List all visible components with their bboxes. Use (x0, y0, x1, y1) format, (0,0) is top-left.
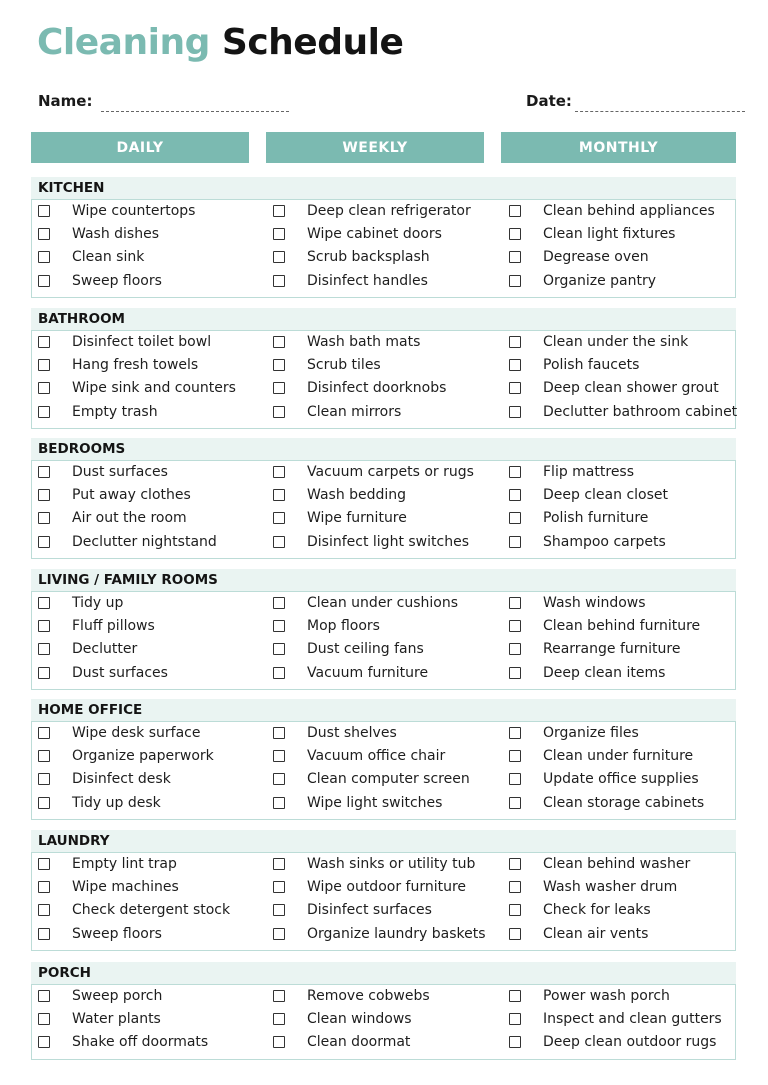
task-item[interactable] (38, 1009, 161, 1029)
task-checkbox[interactable] (509, 881, 521, 893)
task-item[interactable] (273, 616, 380, 636)
task-checkbox[interactable] (38, 750, 50, 762)
task-item[interactable] (509, 532, 666, 552)
task-item[interactable] (38, 378, 236, 398)
task-checkbox[interactable] (38, 797, 50, 809)
task-item[interactable] (38, 402, 158, 422)
task-checkbox[interactable] (509, 382, 521, 394)
task-label: Declutter (72, 641, 138, 658)
task-item[interactable] (273, 462, 474, 482)
task-checkbox[interactable] (38, 881, 50, 893)
task-label: Vacuum furniture (307, 664, 429, 681)
task-item[interactable] (273, 201, 471, 221)
task-checkbox[interactable] (38, 1013, 50, 1025)
task-label: Clean air vents (543, 925, 649, 942)
task-item[interactable] (509, 663, 666, 683)
task-label: Wash bath mats (307, 334, 421, 350)
task-item[interactable] (38, 723, 201, 743)
task-label: Disinfect light switches (307, 533, 469, 550)
task-checkbox[interactable] (509, 797, 521, 809)
task-item[interactable] (509, 986, 670, 1006)
title-accent: Cleaning (37, 22, 210, 63)
column-header-daily: DAILY (31, 132, 249, 163)
task-item[interactable] (273, 793, 443, 813)
task-label: Clean behind appliances (543, 203, 715, 219)
task-label: Wipe light switches (307, 794, 443, 811)
task-label: Sweep porch (72, 988, 163, 1004)
task-label: Shake off doormats (72, 1034, 209, 1051)
task-checkbox[interactable] (38, 990, 50, 1002)
task-item[interactable] (273, 1032, 411, 1052)
section-title: BEDROOMS (38, 441, 126, 457)
section-header-band (31, 830, 736, 852)
task-item[interactable] (273, 723, 397, 743)
task-item[interactable] (38, 663, 168, 683)
task-checkbox[interactable] (38, 251, 50, 263)
task-checkbox[interactable] (38, 904, 50, 916)
task-label: Empty trash (72, 403, 158, 420)
task-checkbox[interactable] (509, 359, 521, 371)
task-item[interactable] (38, 1032, 209, 1052)
task-item[interactable] (38, 224, 159, 244)
task-item[interactable] (509, 639, 681, 659)
task-checkbox[interactable] (273, 750, 285, 762)
task-item[interactable] (38, 332, 212, 352)
task-item[interactable] (509, 793, 705, 813)
task-label: Disinfect toilet bowl (72, 334, 212, 350)
column-header-monthly: MONTHLY (501, 132, 736, 163)
task-checkbox[interactable] (273, 643, 285, 655)
task-item[interactable] (509, 746, 694, 766)
task-item[interactable] (509, 224, 676, 244)
task-label: Organize laundry baskets (307, 925, 486, 942)
task-label: Sweep floors (72, 925, 162, 942)
task-checkbox[interactable] (509, 643, 521, 655)
task-item[interactable] (38, 532, 217, 552)
task-label: Clean behind washer (543, 856, 691, 872)
task-label: Empty lint trap (72, 856, 177, 872)
task-label: Clean under the sink (543, 334, 689, 350)
task-label: Deep clean closet (543, 487, 668, 504)
task-label: Sweep floors (72, 272, 162, 289)
task-item[interactable] (509, 877, 678, 897)
task-item[interactable] (38, 769, 171, 789)
task-label: Wipe desk surface (72, 725, 201, 741)
task-checkbox[interactable] (273, 797, 285, 809)
task-checkbox[interactable] (273, 773, 285, 785)
task-item[interactable] (273, 402, 402, 422)
task-label: Wipe outdoor furniture (307, 879, 467, 896)
task-label: Clean sink (72, 249, 145, 266)
task-item[interactable] (38, 639, 138, 659)
task-item[interactable] (509, 355, 640, 375)
task-item[interactable] (509, 924, 649, 944)
task-label: Clean storage cabinets (543, 794, 705, 811)
task-label: Clean under cushions (307, 595, 458, 611)
task-label: Disinfect handles (307, 272, 428, 289)
task-item[interactable] (273, 769, 470, 789)
task-label: Water plants (72, 1011, 161, 1028)
task-label: Wash bedding (307, 487, 407, 504)
task-item[interactable] (273, 593, 458, 613)
task-checkbox[interactable] (509, 667, 521, 679)
task-item[interactable] (509, 723, 639, 743)
task-label: Wipe sink and counters (72, 380, 236, 397)
name-field[interactable] (101, 111, 289, 112)
task-label: Organize files (543, 725, 639, 741)
task-label: Check for leaks (543, 902, 651, 919)
task-item[interactable] (509, 332, 689, 352)
task-label: Deep clean refrigerator (307, 203, 471, 219)
task-item[interactable] (273, 746, 446, 766)
task-checkbox[interactable] (509, 489, 521, 501)
task-checkbox[interactable] (38, 773, 50, 785)
task-label: Inspect and clean gutters (543, 1011, 722, 1028)
task-item[interactable] (38, 746, 214, 766)
task-checkbox[interactable] (273, 205, 285, 217)
task-checkbox[interactable] (509, 512, 521, 524)
task-checkbox[interactable] (273, 512, 285, 524)
task-label: Clean doormat (307, 1034, 411, 1051)
date-label: Date: (526, 92, 572, 110)
task-item[interactable] (273, 508, 407, 528)
task-item[interactable] (38, 854, 177, 874)
task-item[interactable] (509, 402, 738, 422)
task-checkbox[interactable] (509, 1036, 521, 1048)
task-checkbox[interactable] (509, 904, 521, 916)
task-checkbox[interactable] (509, 205, 521, 217)
task-checkbox[interactable] (273, 727, 285, 739)
task-item[interactable] (273, 1009, 412, 1029)
section-title: LIVING / FAMILY ROOMS (38, 572, 218, 588)
task-item[interactable] (509, 1032, 717, 1052)
task-label: Shampoo carpets (543, 533, 666, 550)
task-label: Wash dishes (72, 226, 159, 243)
task-label: Remove cobwebs (307, 988, 430, 1004)
task-checkbox[interactable] (273, 536, 285, 548)
task-label: Clean windows (307, 1011, 412, 1028)
task-checkbox[interactable] (509, 597, 521, 609)
task-item[interactable] (273, 986, 430, 1006)
task-checkbox[interactable] (273, 466, 285, 478)
task-item[interactable] (509, 593, 646, 613)
task-label: Degrease oven (543, 249, 649, 266)
task-label: Polish faucets (543, 357, 640, 374)
task-item[interactable] (38, 924, 162, 944)
task-item[interactable] (38, 793, 161, 813)
task-item[interactable] (509, 378, 719, 398)
task-item[interactable] (273, 332, 421, 352)
task-label: Disinfect desk (72, 771, 171, 788)
task-checkbox[interactable] (273, 990, 285, 1002)
task-item[interactable] (509, 201, 715, 221)
section-header-band (31, 962, 736, 984)
title-main: Schedule (221, 22, 404, 63)
task-checkbox[interactable] (273, 228, 285, 240)
task-label: Vacuum office chair (307, 748, 446, 765)
task-checkbox[interactable] (38, 1036, 50, 1048)
task-label: Deep clean shower grout (543, 380, 719, 397)
task-item[interactable] (273, 532, 469, 552)
task-checkbox[interactable] (38, 466, 50, 478)
task-label: Vacuum carpets or rugs (307, 464, 474, 480)
task-label: Tidy up desk (72, 794, 161, 811)
task-label: Wipe machines (72, 879, 179, 896)
task-checkbox[interactable] (38, 336, 50, 348)
task-checkbox[interactable] (509, 251, 521, 263)
task-label: Clean light fixtures (543, 226, 676, 243)
task-label: Update office supplies (543, 771, 699, 788)
section-header-band (31, 177, 736, 199)
task-item[interactable] (38, 616, 155, 636)
task-checkbox[interactable] (38, 489, 50, 501)
task-label: Dust ceiling fans (307, 641, 424, 658)
task-label: Disinfect surfaces (307, 902, 432, 919)
task-item[interactable] (509, 616, 701, 636)
task-checkbox[interactable] (273, 597, 285, 609)
task-label: Polish furniture (543, 510, 649, 527)
task-checkbox[interactable] (273, 667, 285, 679)
task-checkbox[interactable] (509, 990, 521, 1002)
task-checkbox[interactable] (273, 489, 285, 501)
task-checkbox[interactable] (509, 536, 521, 548)
section-header-band (31, 438, 736, 460)
task-item[interactable] (38, 462, 168, 482)
task-checkbox[interactable] (38, 275, 50, 287)
task-label: Dust surfaces (72, 664, 168, 681)
task-label: Deep clean outdoor rugs (543, 1034, 717, 1051)
task-checkbox[interactable] (38, 727, 50, 739)
task-checkbox[interactable] (509, 1013, 521, 1025)
task-item[interactable] (273, 663, 429, 683)
task-checkbox[interactable] (509, 750, 521, 762)
task-label: Wash windows (543, 595, 646, 611)
column-header-weekly: WEEKLY (266, 132, 484, 163)
task-item[interactable] (38, 201, 196, 221)
task-item[interactable] (273, 485, 407, 505)
task-checkbox[interactable] (273, 336, 285, 348)
task-label: Clean mirrors (307, 403, 402, 420)
task-checkbox[interactable] (38, 536, 50, 548)
task-label: Clean behind furniture (543, 618, 701, 635)
task-checkbox[interactable] (38, 597, 50, 609)
task-label: Air out the room (72, 510, 187, 527)
task-checkbox[interactable] (509, 773, 521, 785)
task-checkbox[interactable] (509, 336, 521, 348)
task-label: Dust shelves (307, 725, 397, 741)
task-label: Scrub tiles (307, 357, 381, 374)
task-checkbox[interactable] (273, 858, 285, 870)
task-checkbox[interactable] (38, 359, 50, 371)
task-item[interactable] (38, 900, 231, 920)
task-item[interactable] (509, 462, 635, 482)
section-title: PORCH (38, 965, 91, 981)
task-label: Clean under furniture (543, 748, 694, 765)
task-checkbox[interactable] (38, 406, 50, 418)
task-checkbox[interactable] (38, 205, 50, 217)
section-header-band (31, 308, 736, 330)
task-item[interactable] (273, 877, 467, 897)
task-checkbox[interactable] (38, 228, 50, 240)
task-checkbox[interactable] (273, 881, 285, 893)
task-label: Clean computer screen (307, 771, 470, 788)
page-title (37, 22, 403, 63)
task-label: Mop floors (307, 618, 380, 635)
task-checkbox[interactable] (273, 275, 285, 287)
task-item[interactable] (273, 900, 432, 920)
task-label: Declutter nightstand (72, 533, 217, 550)
task-label: Wipe cabinet doors (307, 226, 442, 243)
task-checkbox[interactable] (273, 928, 285, 940)
section-title: BATHROOM (38, 311, 125, 327)
task-item[interactable] (38, 355, 199, 375)
task-label: Rearrange furniture (543, 641, 681, 658)
task-item[interactable] (38, 877, 179, 897)
task-checkbox[interactable] (509, 275, 521, 287)
task-label: Tidy up (72, 595, 124, 611)
task-checkbox[interactable] (273, 620, 285, 632)
task-label: Wipe furniture (307, 510, 407, 527)
task-item[interactable] (273, 639, 424, 659)
task-label: Organize pantry (543, 272, 657, 289)
task-label: Disinfect doorknobs (307, 380, 447, 397)
task-checkbox[interactable] (509, 727, 521, 739)
task-checkbox[interactable] (509, 228, 521, 240)
task-item[interactable] (509, 508, 649, 528)
task-item[interactable] (509, 769, 699, 789)
task-label: Deep clean items (543, 664, 666, 681)
section-title: HOME OFFICE (38, 702, 143, 718)
task-checkbox[interactable] (38, 382, 50, 394)
section-title: LAUNDRY (38, 833, 110, 849)
task-item[interactable] (273, 378, 447, 398)
task-checkbox[interactable] (509, 620, 521, 632)
task-item[interactable] (273, 355, 381, 375)
task-item[interactable] (38, 593, 124, 613)
task-label: Scrub backsplash (307, 249, 430, 266)
task-label: Organize paperwork (72, 748, 214, 765)
task-checkbox[interactable] (273, 1036, 285, 1048)
task-label: Dust surfaces (72, 464, 168, 480)
task-label: Wash sinks or utility tub (307, 856, 476, 872)
task-checkbox[interactable] (273, 904, 285, 916)
task-item[interactable] (273, 247, 430, 267)
task-item[interactable] (273, 224, 442, 244)
task-label: Wash washer drum (543, 879, 678, 896)
task-label: Hang fresh towels (72, 357, 199, 374)
task-checkbox[interactable] (38, 643, 50, 655)
task-item[interactable] (273, 271, 428, 291)
task-checkbox[interactable] (38, 858, 50, 870)
task-item[interactable] (509, 854, 691, 874)
task-checkbox[interactable] (509, 858, 521, 870)
task-label: Flip mattress (543, 464, 635, 480)
date-field[interactable] (575, 111, 745, 112)
task-label: Fluff pillows (72, 618, 155, 635)
task-checkbox[interactable] (509, 466, 521, 478)
task-checkbox[interactable] (273, 382, 285, 394)
task-item[interactable] (38, 485, 191, 505)
name-label: Name: (38, 92, 93, 110)
task-item[interactable] (273, 854, 476, 874)
task-checkbox[interactable] (38, 620, 50, 632)
task-checkbox[interactable] (38, 667, 50, 679)
section-title: KITCHEN (38, 180, 105, 196)
task-item[interactable] (509, 1009, 722, 1029)
task-checkbox[interactable] (273, 251, 285, 263)
task-item[interactable] (509, 271, 657, 291)
task-label: Wipe countertops (72, 203, 196, 219)
task-label: Declutter bathroom cabinet (543, 403, 738, 420)
task-item[interactable] (38, 986, 163, 1006)
task-item[interactable] (509, 247, 649, 267)
task-checkbox[interactable] (273, 406, 285, 418)
task-label: Check detergent stock (72, 902, 231, 919)
task-label: Put away clothes (72, 487, 191, 504)
task-item[interactable] (509, 900, 651, 920)
task-label: Power wash porch (543, 988, 670, 1004)
task-checkbox[interactable] (509, 928, 521, 940)
task-item[interactable] (509, 485, 668, 505)
task-checkbox[interactable] (38, 512, 50, 524)
task-item[interactable] (38, 508, 187, 528)
task-item[interactable] (273, 924, 486, 944)
task-item[interactable] (38, 271, 162, 291)
task-checkbox[interactable] (509, 406, 521, 418)
task-checkbox[interactable] (38, 928, 50, 940)
task-item[interactable] (38, 247, 145, 267)
task-checkbox[interactable] (273, 359, 285, 371)
task-checkbox[interactable] (273, 1013, 285, 1025)
